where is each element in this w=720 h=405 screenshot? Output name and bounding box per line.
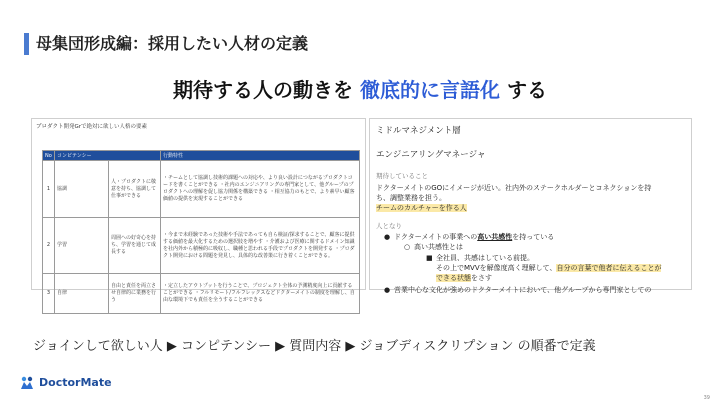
role-title: ミドルマネジメント層 (376, 126, 461, 136)
row-description: 周囲への好奇心を持ち、学習を通じて成長する (109, 218, 161, 274)
row-competency: 自律 (55, 274, 109, 314)
bullet-item: ● ドクターメイトの事業への高い共感性を持っている (384, 233, 555, 241)
subsub-bullet-text: 全社員、共感はしている前提。 (436, 254, 534, 262)
row-behavior: ・今まで未経験であった技術や手法であっても自ら検証/探求することで、顧客に提供する価値を最大化するための選択肢を増やす ・介護および医療に関するドメイン知識を社内外から積極的に吸収し、職種と思われる手段でプロダクトを開発する ・プロダクト開発における問題を発見し、具体的な改善策に行き着くことができる。 (161, 218, 360, 274)
row-no: 3 (43, 274, 55, 314)
row-competency: 協調 (55, 161, 109, 218)
table-header-row (43, 151, 360, 161)
headline-part2: する (506, 78, 547, 102)
row-no: 2 (43, 218, 55, 274)
title-accent-bar (24, 33, 29, 55)
subsub-continuation (436, 273, 492, 283)
headline (0, 77, 720, 103)
subsub-text: をさす (471, 274, 492, 282)
bullet-text: を持っている (512, 233, 555, 241)
table-row (43, 218, 360, 274)
subsub-highlight: できる状態 (436, 274, 471, 282)
headline-part1: 期待する人の動きを (173, 78, 354, 102)
job-role-doc-image (369, 118, 692, 294)
row-behavior: ・チームとして協調し技術的課題への対応や、より良い設計につながるプロダクトコードを書くことができる ・社内のエンジニアリングの専門家として、他グループのプロダクトへの理解を促し協力関係を構築できる ・相互協力のもとで、より素早い顧客価値の提供を実現することができる (161, 161, 360, 218)
subsub-continuation (436, 263, 661, 273)
table-row (43, 274, 360, 314)
row-competency: 学習 (55, 218, 109, 274)
expect-highlight: チームのカルチャーを作る人 (376, 204, 467, 212)
row-behavior: ・定立したアウトプットを行うことで、プロジェクト全体の予測精度向上に貢献することができる ・フルリモート/フルフレックスなどドクターメイトの制度を理解し、自由な環境下でも責任を全うすることができる (161, 274, 360, 314)
expect-line: ち、調整業務を担う。 (376, 194, 446, 202)
company-logo (19, 374, 112, 392)
bullet-item: ● 営業中心な文化が強めのドクターメイトにおいて、他グループから専門家としての (384, 286, 652, 294)
subsub-bullet-item: ■ 全社員、共感はしている前提。 (426, 254, 534, 262)
competency-doc-image (31, 118, 366, 303)
row-description: 人・プロダクトに敬意を持ち、協調して仕事ができる (109, 161, 161, 218)
subsub-text: その上でMVVを解像度高く理解して、 (436, 264, 557, 272)
bullet-text: ドクターメイトの事業への (394, 233, 478, 241)
competency-table (42, 150, 360, 314)
row-description: 自由と責任を両立させ自律的に業務を行う (109, 274, 161, 314)
expect-line: ドクターメイトのGOにイメージが近い。社内外のステークホルダーとコネクションを持 (376, 184, 652, 192)
person-label: 人となり (376, 222, 402, 230)
table-header-behavior: 行動特性 (161, 151, 360, 161)
role-subtitle: エンジニアリングマネージャ (376, 150, 486, 160)
table-header-no: No (43, 151, 55, 161)
table-header-competency: コンピテンシー (55, 151, 161, 161)
table-row (43, 161, 360, 218)
subsub-highlight: 自分の言葉で他者に伝えることが (556, 264, 662, 272)
headline-highlight: 徹底的に言語化 (360, 78, 500, 102)
sub-bullet-text: 高い共感性とは (414, 243, 463, 251)
bullet-emphasis: 高い共感性 (477, 233, 513, 241)
process-flow-text: ジョインして欲しい人 ▶ コンピテンシー ▶ 質問内容 ▶ ジョブディスクリプション の順番で定義 (33, 339, 596, 354)
logo-text: DoctorMate (39, 376, 112, 389)
logo-icon (19, 375, 35, 391)
expect-label: 期待していること (376, 172, 428, 180)
sub-bullet-item: ○ 高い共感性とは (404, 243, 463, 251)
page-number: 39 (703, 395, 710, 401)
competency-doc-caption: プロダクト開発Grで絶対に欲しい人格の要素 (36, 124, 148, 130)
slide-title: 母集団形成編：採用したい人材の定義 (36, 34, 309, 53)
bullet-text: 営業中心な文化が強めのドクターメイトにおいて、他グループから専門家としての (394, 286, 652, 294)
row-no: 1 (43, 161, 55, 218)
